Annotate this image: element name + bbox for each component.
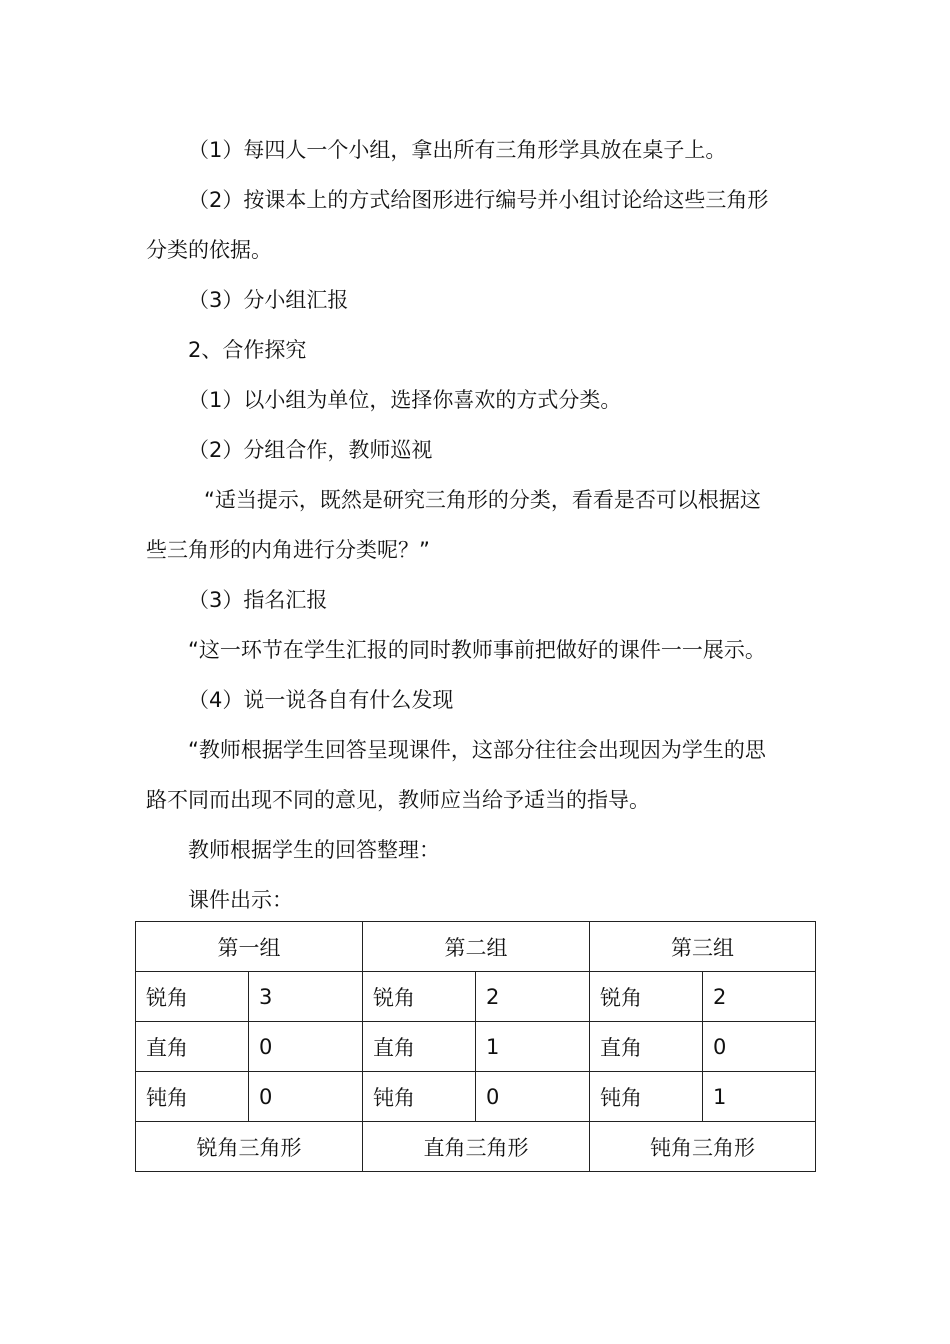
paragraph-coop-step-1: （1）以小组为单位，选择你喜欢的方式分类。	[188, 388, 622, 412]
paragraph-step-3: （3）分小组汇报	[188, 288, 349, 312]
angle-type-cell: 钝角	[590, 1072, 703, 1122]
paragraph-courseware-note: “这一环节在学生汇报的同时教师事前把做好的课件一一展示。	[188, 638, 766, 662]
paragraph-step-2-continued: 分类的依据。	[146, 238, 272, 262]
paragraph-hint-quote-continued: 些三角形的内角进行分类呢？”	[146, 538, 430, 562]
triangle-type-cell: 锐角三角形	[136, 1122, 363, 1172]
paragraph-step-2: （2）按课本上的方式给图形进行编号并小组讨论给这些三角形	[188, 188, 769, 212]
paragraph-coop-step-3: （3）指名汇报	[188, 588, 328, 612]
angle-type-cell: 直角	[136, 1022, 249, 1072]
paragraph-teacher-note: “教师根据学生回答呈现课件，这部分往往会出现因为学生的思	[188, 738, 766, 762]
angle-count-cell: 0	[249, 1072, 363, 1122]
table-row	[136, 1072, 816, 1122]
angle-count-cell: 0	[703, 1022, 816, 1072]
angle-type-cell: 直角	[363, 1022, 476, 1072]
angle-type-cell: 锐角	[136, 972, 249, 1022]
angle-count-cell: 3	[249, 972, 363, 1022]
angle-count-cell: 1	[476, 1022, 590, 1072]
group-header: 第二组	[363, 922, 590, 972]
triangle-type-cell: 钝角三角形	[590, 1122, 816, 1172]
angle-type-cell: 直角	[590, 1022, 703, 1072]
angle-count-cell: 2	[476, 972, 590, 1022]
angle-count-cell: 1	[703, 1072, 816, 1122]
section-heading-cooperation: 2、合作探究	[188, 338, 307, 362]
paragraph-courseware-show: 课件出示：	[188, 888, 293, 912]
angle-count-cell: 0	[249, 1022, 363, 1072]
table-header-row	[136, 922, 816, 972]
angle-type-cell: 锐角	[363, 972, 476, 1022]
group-header: 第一组	[136, 922, 363, 972]
angle-count-cell: 0	[476, 1072, 590, 1122]
angle-type-cell: 锐角	[590, 972, 703, 1022]
table-row	[136, 1022, 816, 1072]
angle-count-cell: 2	[703, 972, 816, 1022]
paragraph-hint-quote: “适当提示，既然是研究三角形的分类，看看是否可以根据这	[204, 488, 761, 512]
paragraph-step-1: （1）每四人一个小组，拿出所有三角形学具放在桌子上。	[188, 138, 727, 162]
group-header: 第三组	[590, 922, 816, 972]
paragraph-coop-step-2: （2）分组合作，教师巡视	[188, 438, 433, 462]
paragraph-summary-intro: 教师根据学生的回答整理：	[188, 838, 440, 862]
paragraph-coop-step-4: （4）说一说各自有什么发现	[188, 688, 454, 712]
angle-type-cell: 钝角	[363, 1072, 476, 1122]
triangle-type-cell: 直角三角形	[363, 1122, 590, 1172]
table-result-row	[136, 1122, 816, 1172]
paragraph-teacher-note-continued: 路不同而出现不同的意见，教师应当给予适当的指导。	[146, 788, 650, 812]
triangle-classification-table	[135, 921, 816, 1172]
angle-type-cell: 钝角	[136, 1072, 249, 1122]
table-row	[136, 972, 816, 1022]
